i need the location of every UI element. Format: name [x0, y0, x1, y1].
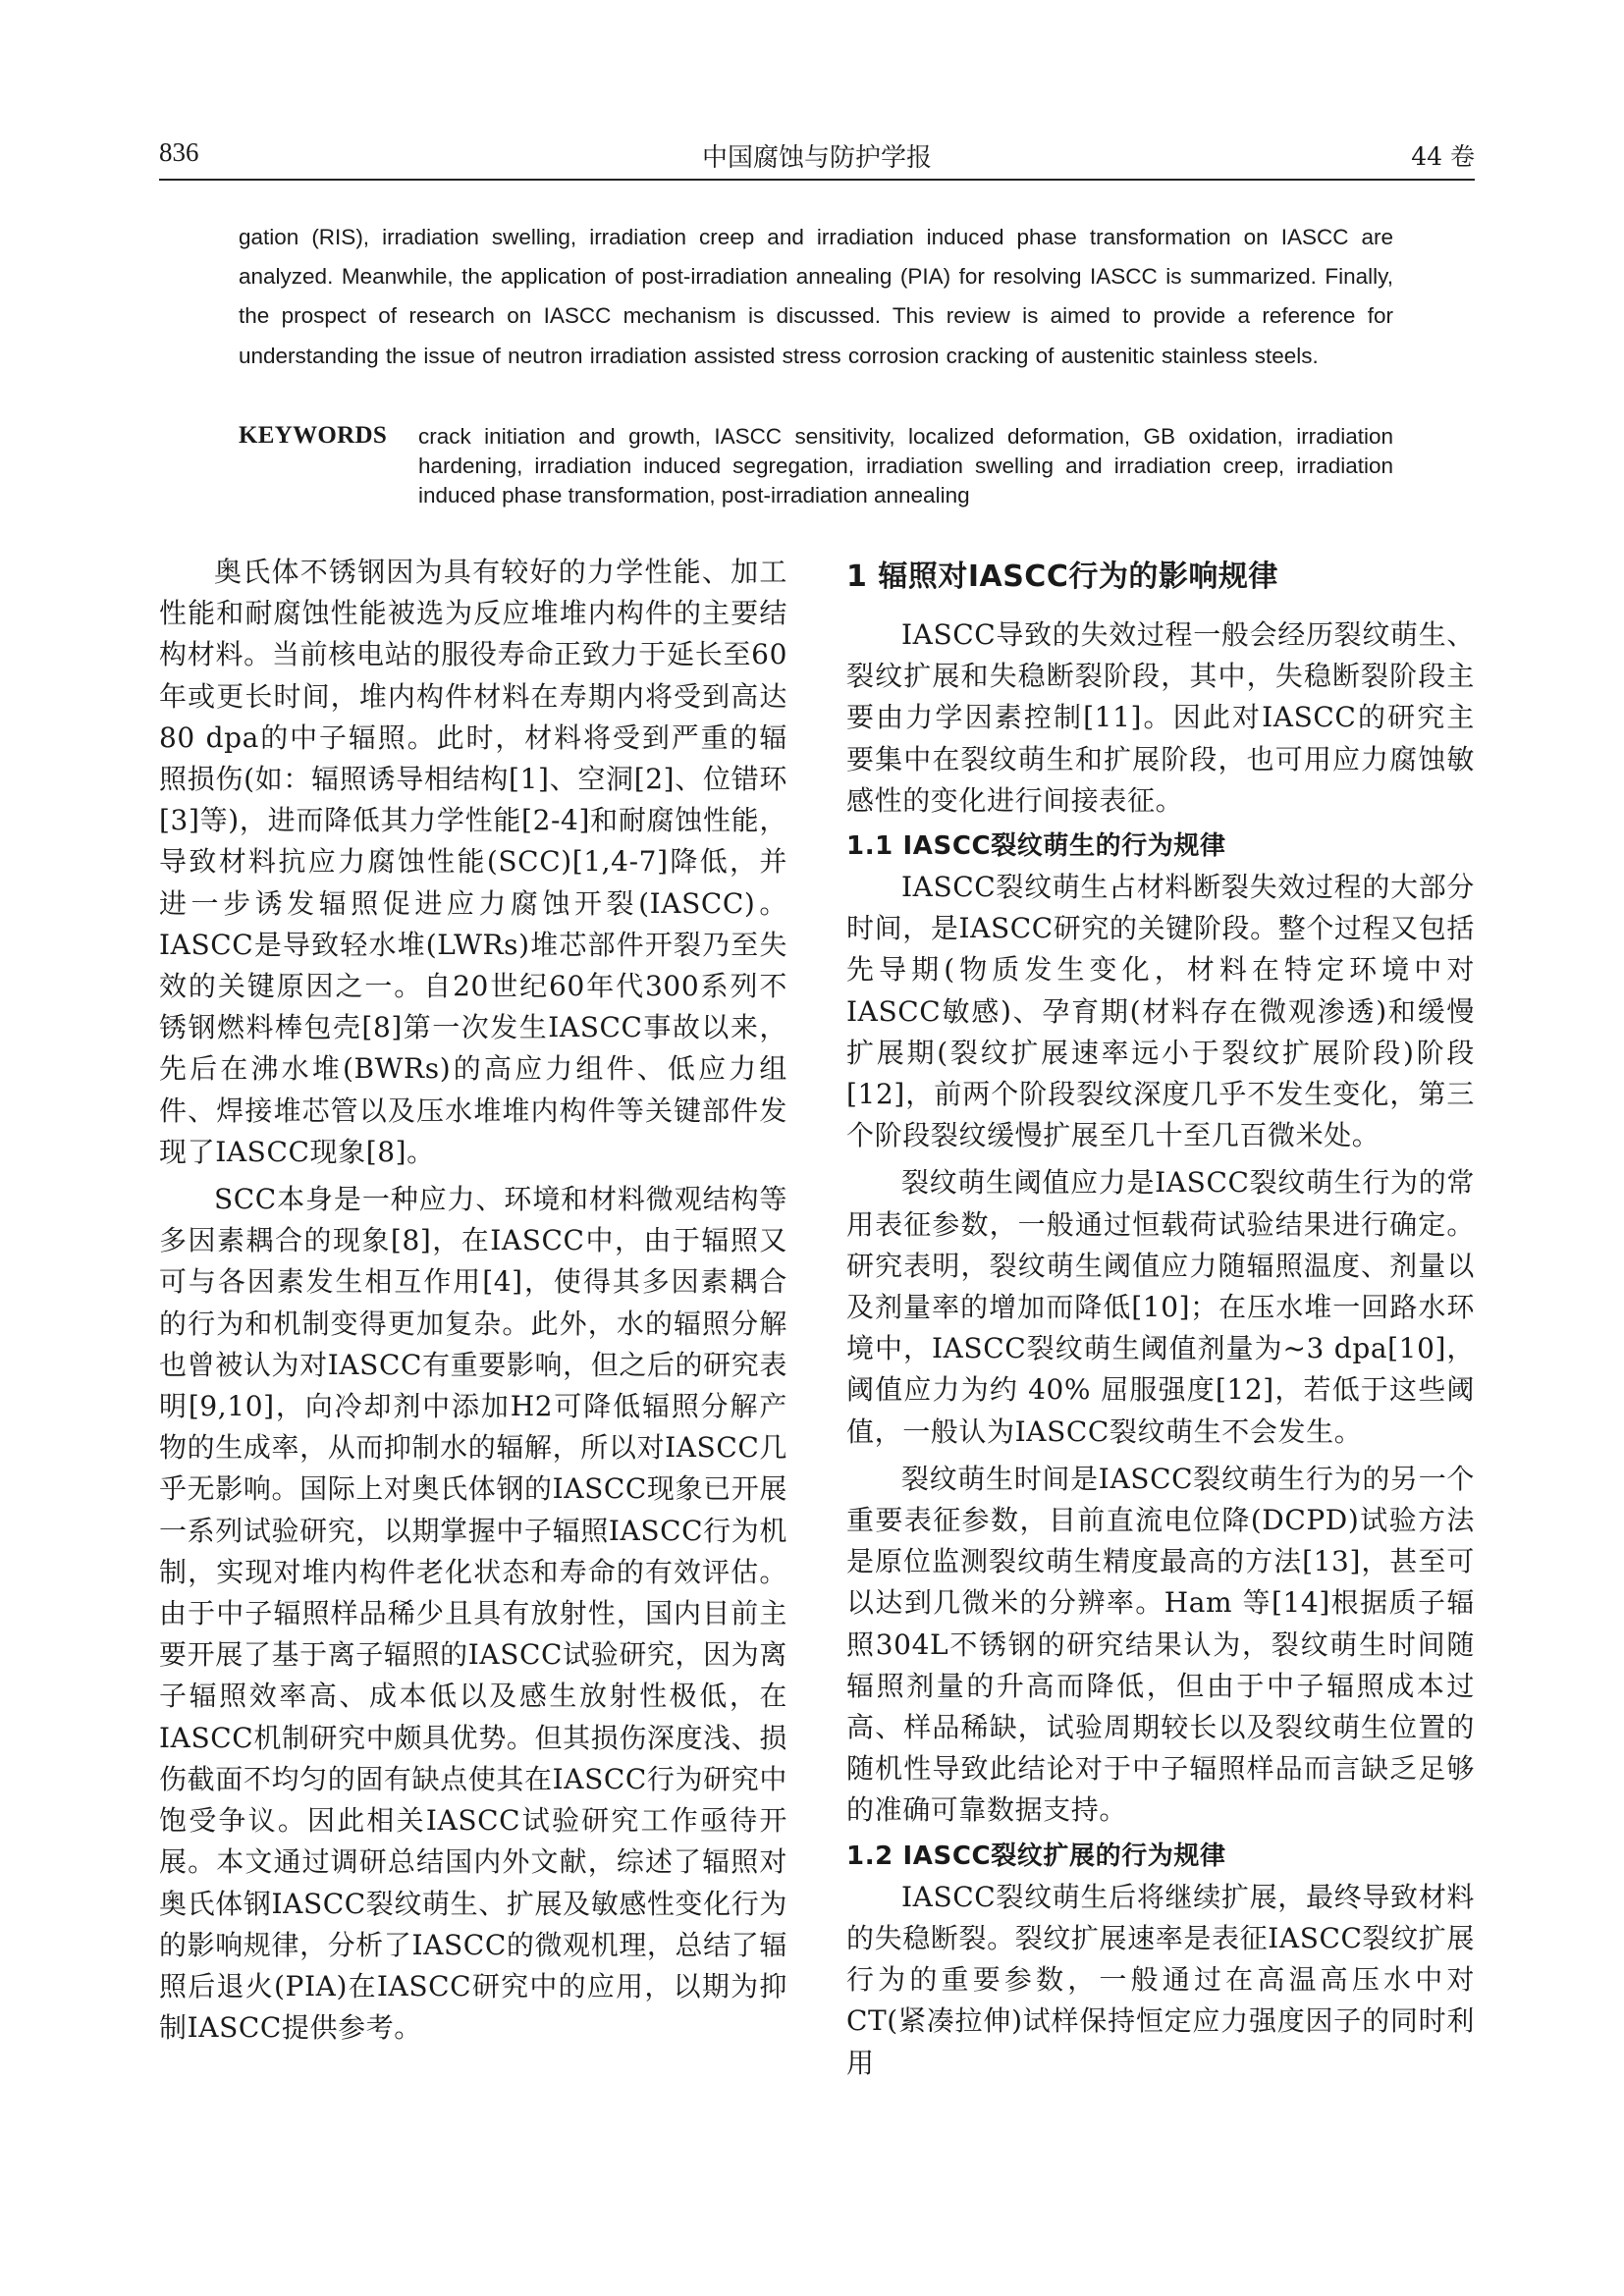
abstract-continuation: gation (RIS), irradiation swelling, irradiation creep and irradiation induced phase transformation on IASCC are analyzed. Meanwhile, the application of post-irradiation annealing (PIA) for resolving IASCC is summarized. Finally, the prospect of research on IASCC mechanism is discussed. This review is aimed to provide a reference for understanding the issue of neutron irradiation assisted stress corrosion cracking of austenitic stainless steels. — [239, 225, 1393, 368]
section-1-2-heading: 1.2 IASCC裂纹扩展的行为规律 — [846, 1841, 1226, 1871]
intro-paragraph-2: SCC本身是一种应力、环境和材料微观结构等多因素耦合的现象[8]，在IASCC中，由于辐照又可与各因素发生相互作用[4]，使得其多因素耦合的行为和机制变得更加复杂。此外，水的辐照分解也曾被认为对IASCC有重要影响，但之后的研究表明[9,10]，向冷却剂中添加H2可降低辐照分解产物的生成率，从而抑制水的辐解，所以对IASCC几乎无影响。国际上对奥氏体钢的IASCC现象已开展一系列试验研究，以期掌握中子辐照IASCC行为机制，实现对堆内构件老化状态和寿命的有效评估。由于中子辐照样品稀少且具有放射性，国内目前主要开展了基于离子辐照的IASCC试验研究，因为离子辐照效率高、成本低以及感生放射性极低，在IASCC机制研究中颇具优势。但其损伤深度浅、损伤截面不均匀的固有缺点使其在IASCC行为研究中饱受争议。因此相关IASCC试验研究工作亟待开展。本文通过调研总结国内外文献，综述了辐照对奥氏体钢IASCC裂纹萌生、扩展及敏感性变化行为的影响规律，分析了IASCC的微观机理，总结了辐照后退火(PIA)在IASCC研究中的应用，以期为抑制IASCC提供参考。 — [159, 1183, 787, 2045]
section-1-1-heading: 1.1 IASCC裂纹萌生的行为规律 — [846, 831, 1226, 862]
section-1-1-paragraph-3: 裂纹萌生时间是IASCC裂纹萌生行为的另一个重要表征参数，目前直流电位降(DCPD)试验方法是原位监测裂纹萌生精度最高的方法[13]，甚至可以达到几微米的分辨率。Ham 等[14]根据质子辐照304L不锈钢的研究结果认为，裂纹萌生时间随辐照剂量的升高而降低，但由于中子辐照成本过高、样品稀缺，试验周期较长以及裂纹萌生位置的随机性导致此结论对于中子辐照样品而言缺乏足够的准确可靠数据支持。 — [846, 1462, 1475, 1827]
section-1-1-paragraph-1: IASCC裂纹萌生占材料断裂失效过程的大部分时间，是IASCC研究的关键阶段。整个过程又包括先导期(物质发生变化，材料在特定环境中对IASCC敏感)、孕育期(材料存在微观渗透)和缓慢扩展期(裂纹扩展速率远小于裂纹扩展阶段)阶段[12]，前两个阶段裂纹深度几乎不发生变化，第三个阶段裂纹缓慢扩展至几十至几百微米处。 — [846, 871, 1475, 1152]
page-number: 836 — [159, 137, 199, 167]
section-1-2-paragraph: IASCC裂纹萌生后将继续扩展，最终导致材料的失稳断裂。裂纹扩展速率是表征IASCC裂纹扩展行为的重要参数，一般通过在高温高压水中对CT(紧凑拉伸)试样保持恒定应力强度因子的同时利用 — [846, 1880, 1475, 2079]
section-1-heading: 1 辐照对IASCC行为的影响规律 — [846, 560, 1278, 594]
left-column — [159, 552, 787, 2049]
intro-paragraph-1: 奥氏体不锈钢因为具有较好的力学性能、加工性能和耐腐蚀性能被选为反应堆堆内构件的主要结构材料。当前核电站的服役寿命正致力于延长至60年或更长时间，堆内构件材料在寿期内将受到高达80 dpa的中子辐照。此时，材料将受到严重的辐照损伤(如：辐照诱导相结构[1]、空洞[2]、位错环[3]等)，进而降低其力学性能[2-4]和耐腐蚀性能，导致材料抗应力腐蚀性能(SCC)[1,4-7]降低，并进一步诱发辐照促进应力腐蚀开裂(IASCC)。IASCC是导致轻水堆(LWRs)堆芯部件开裂乃至失效的关键原因之一。自20世纪60年代300系列不锈钢燃料棒包壳[8]第一次发生IASCC事故以来，先后在沸水堆(BWRs)的高应力组件、低应力组件、焊接堆芯管以及压水堆堆内构件等关键部件发现了IASCC现象[8]。 — [159, 556, 787, 1168]
right-column — [846, 552, 1475, 2084]
page-header — [159, 135, 1475, 181]
keywords-text: crack initiation and growth, IASCC sensitivity, localized deformation, GB oxidation, irradiation hardening, irradiation induced segregation, irradiation swelling and irradiation creep, irradiation induced phase transformation, post-irradiation annealing — [418, 424, 1393, 507]
volume-label: 44 卷 — [1411, 142, 1475, 171]
section-1-1-paragraph-2: 裂纹萌生阈值应力是IASCC裂纹萌生行为的常用表征参数，一般通过恒载荷试验结果进行确定。研究表明，裂纹萌生阈值应力随辐照温度、剂量以及剂量率的增加而降低[10]；在压水堆一回路水环境中，IASCC裂纹萌生阈值剂量为~3 dpa[10]，阈值应力为约 40% 屈服强度[12]，若低于这些阈值，一般认为IASCC裂纹萌生不会发生。 — [846, 1166, 1475, 1448]
section-1-intro: IASCC导致的失效过程一般会经历裂纹萌生、裂纹扩展和失稳断裂阶段，其中，失稳断裂阶段主要由力学因素控制[11]。因此对IASCC的研究主要集中在裂纹萌生和扩展阶段，也可用应力腐蚀敏感性的变化进行间接表征。 — [846, 618, 1475, 817]
keywords-block — [239, 422, 1393, 510]
keywords-label: KEYWORDS — [239, 422, 388, 449]
journal-title: 中国腐蚀与防护学报 — [701, 143, 932, 173]
